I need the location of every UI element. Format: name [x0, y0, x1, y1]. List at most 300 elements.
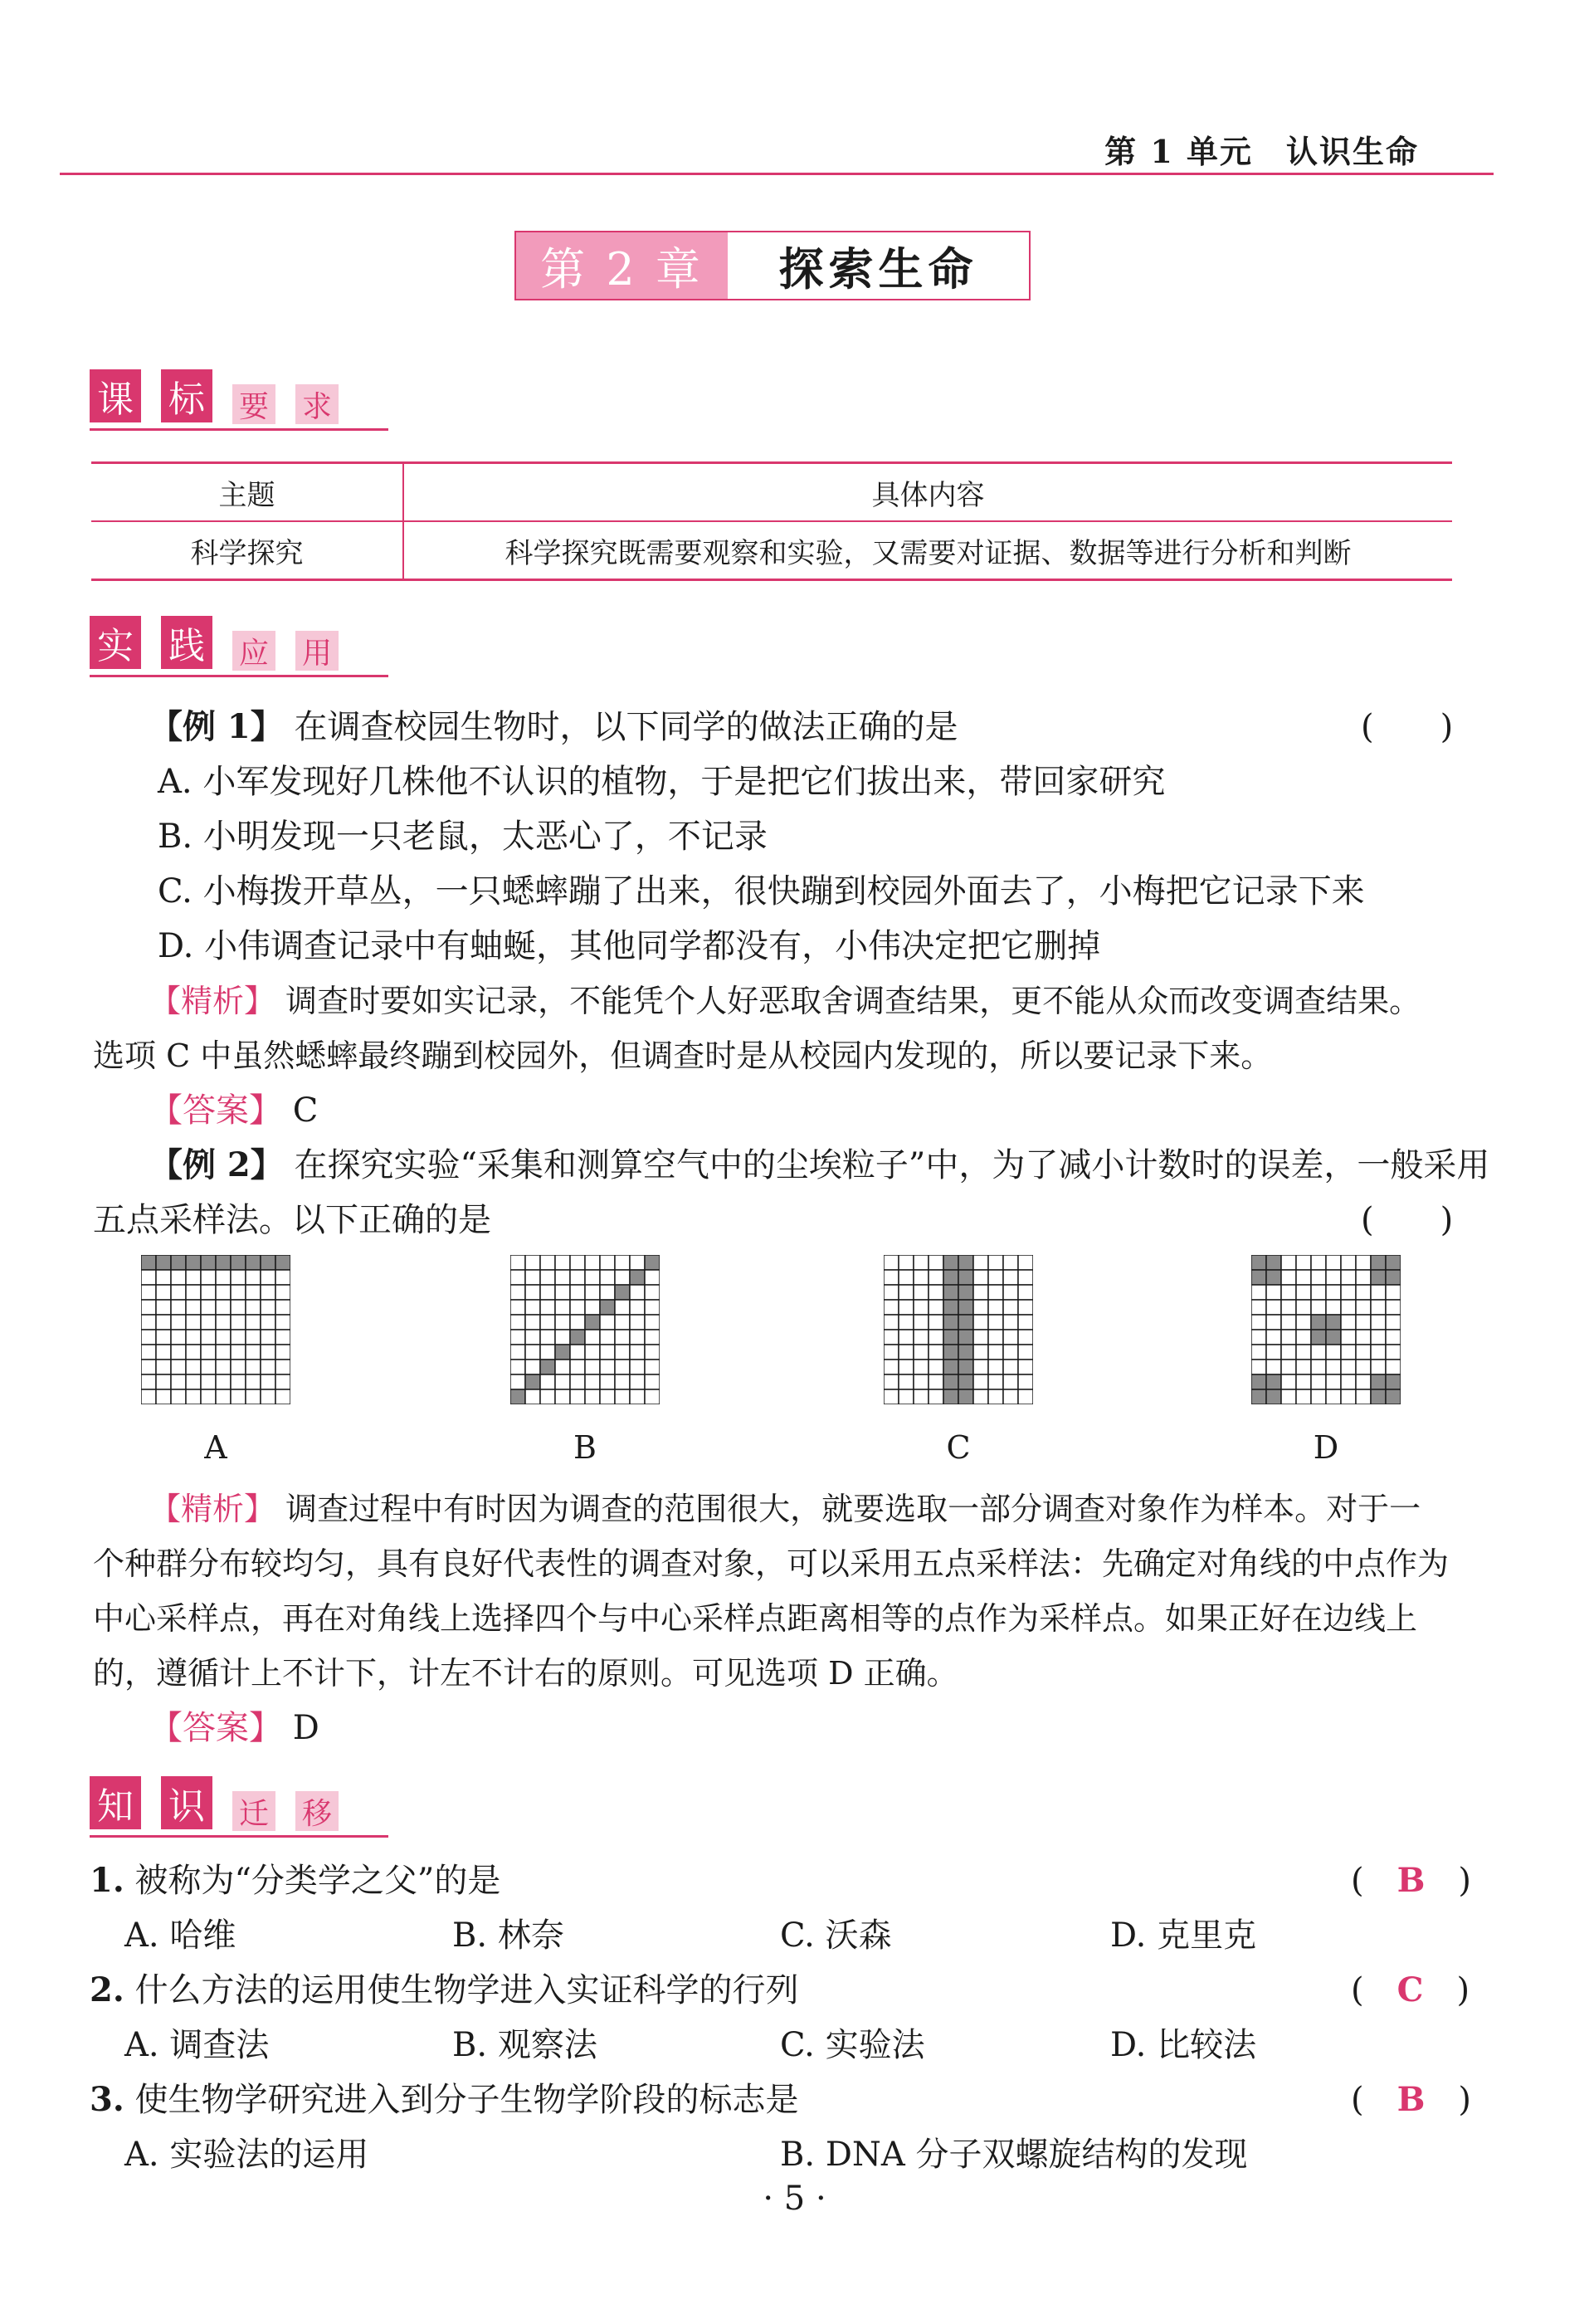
grid-cell — [988, 1360, 1003, 1374]
grid-cell — [1326, 1270, 1341, 1285]
section-char: 课 — [90, 369, 141, 422]
grid-cell — [261, 1345, 275, 1360]
grid-cell — [540, 1389, 555, 1404]
grid-cell — [231, 1345, 246, 1360]
grid-cell — [231, 1270, 246, 1285]
example-2-answer-paren: ( ) — [1361, 1201, 1454, 1239]
grid-cell — [156, 1300, 171, 1315]
exercise-text: 被称为“分类学之父”的是 — [134, 1862, 501, 1900]
grid-cell — [615, 1374, 630, 1389]
grid-cell — [929, 1389, 943, 1404]
grid-cell — [231, 1330, 246, 1345]
grid-cell — [943, 1360, 958, 1374]
grid-cell — [1386, 1270, 1401, 1285]
grid-cell — [141, 1300, 156, 1315]
grid-cell — [615, 1300, 630, 1315]
example-2-analysis-line-4: 的，遵循计上不计下，计左不计右的原则。可见选项 D 正确。 — [93, 1655, 958, 1692]
grid-cell — [201, 1360, 216, 1374]
example-2-label: 【例 2】 — [149, 1145, 284, 1184]
grid-cell — [988, 1315, 1003, 1330]
example-1-text: 在调查校园生物时，以下同学的做法正确的是 — [294, 708, 958, 746]
grid-cell — [525, 1300, 540, 1315]
grid-cell — [899, 1330, 914, 1345]
grid-cell — [186, 1360, 201, 1374]
grid-cell — [231, 1315, 246, 1330]
grid-cell — [1386, 1300, 1401, 1315]
grid-cell — [1326, 1330, 1341, 1345]
grid-cell — [201, 1255, 216, 1270]
grid-cell — [630, 1389, 645, 1404]
chapter-title: 探索生命 — [728, 232, 1029, 299]
grid-cell — [216, 1330, 231, 1345]
section-heading-practice — [90, 616, 388, 682]
standards-table — [91, 461, 1452, 581]
section-heading-curriculum — [90, 369, 388, 436]
grid-cell — [1386, 1330, 1401, 1345]
grid-cell — [884, 1360, 899, 1374]
grid-cell — [615, 1360, 630, 1374]
grid-cell — [585, 1270, 600, 1285]
grid-cell — [261, 1374, 275, 1389]
grid-cell — [510, 1345, 525, 1360]
grid-cell — [1341, 1270, 1356, 1285]
grid-cell — [1251, 1300, 1266, 1315]
grid-cell — [973, 1300, 988, 1315]
grid-cell — [261, 1315, 275, 1330]
grid-cell — [540, 1330, 555, 1345]
grid-cell — [246, 1374, 261, 1389]
grid-cell — [988, 1374, 1003, 1389]
grid-cell — [600, 1360, 615, 1374]
grid-cell — [275, 1315, 290, 1330]
grid-cell — [216, 1270, 231, 1285]
example-2-analysis-line-3: 中心采样点，再在对角线上选择四个与中心采样点距离相等的点作为采样点。如果正好在边线上 — [93, 1600, 1418, 1637]
grid-cell — [540, 1360, 555, 1374]
grid-cell — [1311, 1285, 1326, 1300]
grid-cell — [615, 1389, 630, 1404]
grid-cell — [1003, 1374, 1018, 1389]
grid-cell — [540, 1345, 555, 1360]
grid-cell — [261, 1300, 275, 1315]
section-char: 践 — [161, 616, 212, 669]
grid-cell — [973, 1255, 988, 1270]
grid-cell — [1341, 1285, 1356, 1300]
grid-cell — [884, 1315, 899, 1330]
example-2-analysis — [149, 1486, 1421, 1532]
grid-cell — [1311, 1330, 1326, 1345]
grid-cell — [1311, 1300, 1326, 1315]
grid-cell — [1341, 1255, 1356, 1270]
grid-cell — [1281, 1374, 1296, 1389]
grid-cell — [1356, 1345, 1371, 1360]
grid-cell — [1356, 1389, 1371, 1404]
grid-cell — [1326, 1285, 1341, 1300]
grid-cell — [186, 1300, 201, 1315]
grid-cell — [261, 1330, 275, 1345]
grid-cell — [261, 1360, 275, 1374]
grid-cell — [899, 1374, 914, 1389]
grid-cell — [570, 1285, 585, 1300]
grid-cell — [171, 1345, 186, 1360]
grid-cell — [555, 1360, 570, 1374]
grid-cell — [645, 1374, 660, 1389]
grid-cell — [630, 1300, 645, 1315]
grid-cell — [600, 1374, 615, 1389]
grid-cell — [275, 1360, 290, 1374]
grid-cell — [231, 1360, 246, 1374]
chapter-number: 第 2 章 — [516, 232, 728, 299]
grid-cell — [246, 1285, 261, 1300]
grid-cell — [141, 1315, 156, 1330]
grid-cell — [899, 1300, 914, 1315]
section-char: 要 — [232, 384, 275, 424]
grid-cell — [570, 1255, 585, 1270]
grid-cell — [570, 1300, 585, 1315]
grid-cell — [141, 1255, 156, 1270]
grid-cell — [1251, 1330, 1266, 1345]
example-1-option-a: A. 小军发现好几株他不认识的植物，于是把它们拔出来，带回家研究 — [158, 763, 1166, 801]
grid-cell — [156, 1330, 171, 1345]
grid-cell — [555, 1330, 570, 1345]
grid-cell — [246, 1345, 261, 1360]
grid-cell — [1296, 1315, 1311, 1330]
grid-cell — [585, 1330, 600, 1345]
grid-cell — [899, 1270, 914, 1285]
header-rule — [60, 173, 1494, 175]
grid-cell — [216, 1285, 231, 1300]
grid-cell — [171, 1360, 186, 1374]
section-char: 移 — [295, 1791, 339, 1831]
grid-cell — [1341, 1330, 1356, 1345]
grid-cell — [884, 1285, 899, 1300]
grid-cell — [156, 1374, 171, 1389]
analysis-label: 【精析】 — [149, 1491, 276, 1527]
grid-cell — [555, 1389, 570, 1404]
grid-cell — [1296, 1345, 1311, 1360]
grid-cell — [899, 1389, 914, 1404]
grid-cell — [1326, 1345, 1341, 1360]
grid-cell — [525, 1270, 540, 1285]
grid-cell — [1356, 1270, 1371, 1285]
grid-cell — [1281, 1270, 1296, 1285]
grid-cell — [540, 1285, 555, 1300]
page-number: · 5 · — [763, 2180, 826, 2218]
grid-cell — [231, 1255, 246, 1270]
grid-cell — [186, 1255, 201, 1270]
exercise-1-option-b: B. 林奈 — [452, 1916, 564, 1955]
grid-cell — [988, 1270, 1003, 1285]
grid-cell — [973, 1315, 988, 1330]
grid-cell — [943, 1315, 958, 1330]
grid-cell — [231, 1389, 246, 1404]
grid-cell — [884, 1330, 899, 1345]
grid-cell — [958, 1255, 973, 1270]
grid-cell — [510, 1315, 525, 1330]
grid-cell — [275, 1374, 290, 1389]
grid-cell — [246, 1255, 261, 1270]
table-cell: 科学探究 — [91, 521, 403, 580]
grid-cell — [645, 1360, 660, 1374]
section-char: 迁 — [232, 1791, 275, 1831]
grid-cell — [171, 1270, 186, 1285]
exercise-answer: B — [1396, 1861, 1426, 1900]
grid-cell — [201, 1345, 216, 1360]
exercise-number: 1. — [90, 1861, 124, 1900]
grid-cell — [1296, 1300, 1311, 1315]
exercise-1-question — [90, 1858, 500, 1904]
grid-cell — [1371, 1374, 1386, 1389]
section-char: 标 — [161, 369, 212, 422]
grid-cell — [645, 1330, 660, 1345]
grid-cell — [1296, 1360, 1311, 1374]
grid-cell — [156, 1315, 171, 1330]
table-header-cell: 具体内容 — [403, 463, 1452, 522]
grid-cell — [525, 1285, 540, 1300]
grid-cell — [1296, 1285, 1311, 1300]
grid-cell — [914, 1345, 929, 1360]
grid-cell — [1018, 1345, 1033, 1360]
grid-cell — [914, 1374, 929, 1389]
grid-cell — [914, 1360, 929, 1374]
grid-cell — [156, 1345, 171, 1360]
exercise-1-answer-paren: ( B ) — [1351, 1861, 1472, 1900]
grid-cell — [943, 1285, 958, 1300]
grid-cell — [1356, 1374, 1371, 1389]
exercise-number: 2. — [90, 1970, 124, 2009]
grid-cell — [929, 1374, 943, 1389]
grid-cell — [600, 1285, 615, 1300]
section-char: 实 — [90, 616, 141, 669]
section-heading-transfer — [90, 1776, 388, 1843]
grid-cell — [1018, 1360, 1033, 1374]
example-1-option-d: D. 小伟调查记录中有蚰蜒，其他同学都没有，小伟决定把它删掉 — [158, 927, 1101, 965]
grid-cell — [1251, 1360, 1266, 1374]
example-1-answer-paren: ( ) — [1361, 708, 1454, 746]
grid-cell — [231, 1285, 246, 1300]
grid-cell — [525, 1374, 540, 1389]
grid-cell — [1386, 1285, 1401, 1300]
grid-option-b — [510, 1255, 660, 1404]
grid-cell — [929, 1360, 943, 1374]
grid-cell — [1281, 1285, 1296, 1300]
example-2-text: 在探究实验“采集和测算空气中的尘埃粒子”中，为了减小计数时的误差，一般采用 — [294, 1146, 1490, 1184]
grid-cell — [555, 1315, 570, 1330]
grid-cell — [615, 1330, 630, 1345]
unit-header: 第 1 单元 认识生命 — [1104, 133, 1419, 170]
grid-cell — [1326, 1360, 1341, 1374]
grid-cell — [943, 1330, 958, 1345]
exercise-2-option-b: B. 观察法 — [452, 2026, 597, 2064]
example-1-analysis — [149, 978, 1421, 1024]
grid-cell — [1018, 1330, 1033, 1345]
grid-cell — [914, 1300, 929, 1315]
grid-cell — [1356, 1300, 1371, 1315]
grid-option-c — [884, 1255, 1033, 1404]
answer-value: D — [292, 1709, 319, 1747]
grid-cell — [141, 1389, 156, 1404]
grid-cell — [540, 1315, 555, 1330]
grid-cell — [510, 1389, 525, 1404]
grid-cell — [1311, 1270, 1326, 1285]
grid-cell — [1371, 1330, 1386, 1345]
grid-cell — [141, 1330, 156, 1345]
exercise-3-question — [90, 2077, 798, 2123]
grid-cell — [973, 1330, 988, 1345]
grid-cell — [201, 1330, 216, 1345]
grid-cell — [570, 1345, 585, 1360]
grid-cell — [1018, 1270, 1033, 1285]
grid-cell — [973, 1374, 988, 1389]
answer-label: 【答案】 — [149, 1709, 282, 1747]
section-char: 识 — [161, 1776, 212, 1829]
grid-cell — [510, 1360, 525, 1374]
example-1-option-c: C. 小梅拨开草丛，一只蟋蟀蹦了出来，很快蹦到校园外面去了，小梅把它记录下来 — [158, 872, 1365, 911]
grid-cell — [201, 1315, 216, 1330]
grid-cell — [1371, 1270, 1386, 1285]
grid-cell — [988, 1285, 1003, 1300]
grid-cell — [216, 1300, 231, 1315]
grid-cell — [510, 1300, 525, 1315]
grid-cell — [1018, 1315, 1033, 1330]
grid-cell — [186, 1389, 201, 1404]
grid-cell — [525, 1330, 540, 1345]
grid-cell — [884, 1270, 899, 1285]
grid-cell — [645, 1255, 660, 1270]
grid-cell — [929, 1330, 943, 1345]
grid-cell — [1018, 1389, 1033, 1404]
grid-cell — [186, 1315, 201, 1330]
grid-cell — [988, 1330, 1003, 1345]
grid-cell — [525, 1345, 540, 1360]
example-2-analysis-line-2: 个种群分布较均匀，具有良好代表性的调查对象，可以采用五点采样法：先确定对角线的中点作为 — [93, 1545, 1450, 1582]
grid-cell — [914, 1270, 929, 1285]
grid-cell — [186, 1345, 201, 1360]
grid-cell — [585, 1389, 600, 1404]
grid-cell — [171, 1315, 186, 1330]
exercise-2-option-a: A. 调查法 — [124, 2026, 270, 2064]
exercise-3-option-b: B. DNA 分子双螺旋结构的发现 — [780, 2136, 1248, 2174]
grid-cell — [1371, 1255, 1386, 1270]
grid-cell — [510, 1285, 525, 1300]
grid-cell — [1018, 1300, 1033, 1315]
grid-cell — [171, 1389, 186, 1404]
grid-cell — [1386, 1345, 1401, 1360]
section-char: 知 — [90, 1776, 141, 1829]
grid-cell — [555, 1374, 570, 1389]
grid-cell — [156, 1285, 171, 1300]
grid-cell — [1251, 1270, 1266, 1285]
grid-cell — [958, 1374, 973, 1389]
grid-cell — [630, 1330, 645, 1345]
grid-cell — [929, 1315, 943, 1330]
example-1-question — [149, 704, 958, 750]
grid-cell — [246, 1330, 261, 1345]
grid-cell — [899, 1360, 914, 1374]
grid-cell — [1311, 1345, 1326, 1360]
grid-cell — [600, 1270, 615, 1285]
grid-cell — [884, 1300, 899, 1315]
exercise-answer: B — [1396, 2080, 1426, 2119]
grid-cell — [246, 1360, 261, 1374]
grid-cell — [1386, 1255, 1401, 1270]
grid-cell — [914, 1285, 929, 1300]
grid-cell — [1356, 1330, 1371, 1345]
grid-cell — [1266, 1374, 1281, 1389]
grid-cell — [1251, 1345, 1266, 1360]
grid-cell — [1356, 1315, 1371, 1330]
table-header-row — [91, 463, 1452, 522]
grid-cell — [1281, 1330, 1296, 1345]
grid-cell — [943, 1389, 958, 1404]
grid-cell — [615, 1255, 630, 1270]
exercise-3-option-a: A. 实验法的运用 — [124, 2136, 369, 2174]
grid-cell — [186, 1270, 201, 1285]
grid-cell — [1266, 1255, 1281, 1270]
grid-cell — [525, 1360, 540, 1374]
grid-cell — [171, 1374, 186, 1389]
grid-option-a — [141, 1255, 290, 1404]
grid-cell — [525, 1389, 540, 1404]
grid-cell — [988, 1255, 1003, 1270]
grid-cell — [929, 1285, 943, 1300]
grid-cell — [1281, 1255, 1296, 1270]
grid-cell — [231, 1374, 246, 1389]
grid-cell — [1371, 1360, 1386, 1374]
exercise-2-option-d: D. 比较法 — [1110, 2026, 1257, 2064]
example-1-answer — [149, 1087, 318, 1134]
grid-cell — [570, 1315, 585, 1330]
grid-cell — [585, 1374, 600, 1389]
grid-cell — [943, 1255, 958, 1270]
grid-cell — [1018, 1285, 1033, 1300]
grid-cell — [929, 1270, 943, 1285]
example-2-question-line-2: 五点采样法。以下正确的是 — [93, 1201, 491, 1239]
grid-cell — [1296, 1389, 1311, 1404]
grid-cell — [1371, 1345, 1386, 1360]
exercise-2-answer-paren: ( C ) — [1351, 1970, 1470, 2009]
grid-cell — [958, 1300, 973, 1315]
grid-cell — [141, 1285, 156, 1300]
section-char: 求 — [295, 384, 339, 424]
grid-cell — [899, 1345, 914, 1360]
grid-cell — [600, 1315, 615, 1330]
grid-cell — [899, 1255, 914, 1270]
grid-cell — [186, 1330, 201, 1345]
grid-cell — [929, 1300, 943, 1315]
grid-cell — [231, 1300, 246, 1315]
grid-caption-a: A — [204, 1429, 227, 1466]
grid-cell — [929, 1345, 943, 1360]
grid-cell — [1386, 1374, 1401, 1389]
section-underline — [90, 675, 388, 677]
table-row — [91, 521, 1452, 580]
grid-cell — [958, 1360, 973, 1374]
grid-cell — [1266, 1360, 1281, 1374]
grid-option-d — [1251, 1255, 1401, 1404]
grid-cell — [1371, 1285, 1386, 1300]
grid-cell — [645, 1345, 660, 1360]
grid-cell — [1266, 1389, 1281, 1404]
example-1-analysis-line-2: 选项 C 中虽然蟋蟀最终蹦到校园外，但调查时是从校园内发现的，所以要记录下来。 — [93, 1038, 1273, 1074]
grid-cell — [988, 1345, 1003, 1360]
grid-cell — [275, 1285, 290, 1300]
grid-cell — [186, 1285, 201, 1300]
grid-cell — [510, 1374, 525, 1389]
grid-cell — [1281, 1360, 1296, 1374]
grid-cell — [1281, 1315, 1296, 1330]
grid-cell — [1251, 1255, 1266, 1270]
grid-cell — [630, 1374, 645, 1389]
